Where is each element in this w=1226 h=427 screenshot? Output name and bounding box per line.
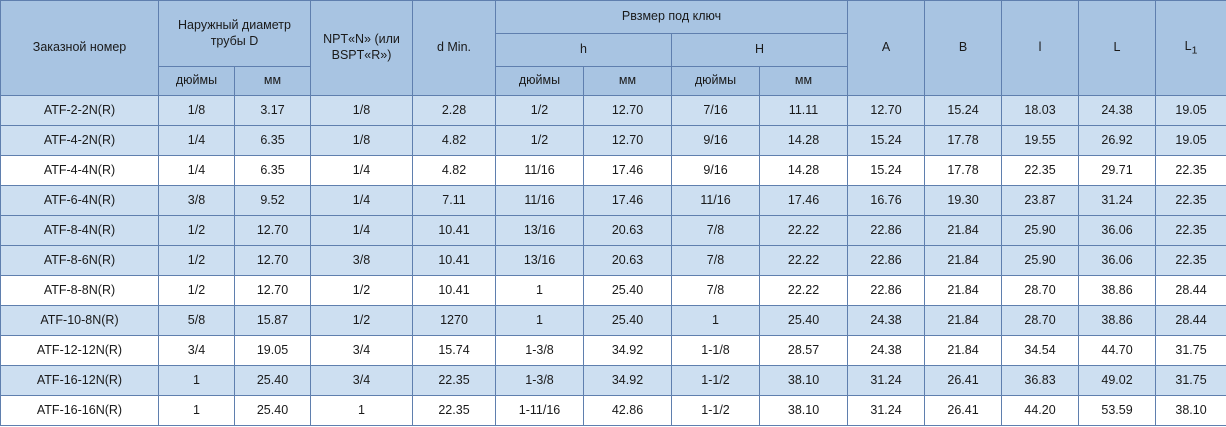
table-row (1, 276, 1226, 306)
cell-od-inches: 5/8 (159, 306, 235, 336)
cell-h-inches: 1 (496, 276, 584, 306)
cell-h-mm: 12.70 (584, 96, 672, 126)
cell-hbig-mm: 22.22 (760, 216, 848, 246)
cell-hbig-inches: 1-1/2 (672, 396, 760, 426)
header-l-small: l (1002, 1, 1079, 96)
header-l1-base: L (1184, 38, 1192, 53)
cell-npt: 1/8 (311, 126, 413, 156)
cell-hbig-mm: 22.22 (760, 276, 848, 306)
cell-l-small: 19.55 (1002, 126, 1079, 156)
cell-hbig-mm: 14.28 (760, 126, 848, 156)
cell-od-inches: 1 (159, 396, 235, 426)
cell-npt: 3/4 (311, 336, 413, 366)
cell-l-small: 23.87 (1002, 186, 1079, 216)
cell-l1: 28.44 (1156, 276, 1226, 306)
cell-order-number: ATF-10-8N(R) (1, 306, 159, 336)
cell-order-number: ATF-4-2N(R) (1, 126, 159, 156)
cell-d-min: 22.35 (413, 396, 496, 426)
cell-hbig-inches: 1-1/2 (672, 366, 760, 396)
cell-b: 21.84 (925, 216, 1002, 246)
cell-l-big: 24.38 (1079, 96, 1156, 126)
cell-od-mm: 12.70 (235, 216, 311, 246)
cell-od-inches: 1/2 (159, 216, 235, 246)
cell-hbig-mm: 25.40 (760, 306, 848, 336)
cell-b: 21.84 (925, 276, 1002, 306)
cell-d-min: 15.74 (413, 336, 496, 366)
cell-h-inches: 1/2 (496, 96, 584, 126)
cell-od-mm: 9.52 (235, 186, 311, 216)
cell-hbig-inches: 9/16 (672, 156, 760, 186)
cell-hbig-inches: 7/8 (672, 216, 760, 246)
header-row-1 (1, 1, 1226, 34)
table-row (1, 336, 1226, 366)
cell-h-inches: 1-3/8 (496, 336, 584, 366)
cell-hbig-mm: 14.28 (760, 156, 848, 186)
cell-hbig-mm: 38.10 (760, 396, 848, 426)
cell-a: 16.76 (848, 186, 925, 216)
cell-hbig-mm: 11.11 (760, 96, 848, 126)
cell-l1: 19.05 (1156, 96, 1226, 126)
cell-b: 26.41 (925, 366, 1002, 396)
header-h-small: h (496, 34, 672, 67)
cell-h-mm: 12.70 (584, 126, 672, 156)
cell-order-number: ATF-12-12N(R) (1, 336, 159, 366)
cell-npt: 1/4 (311, 156, 413, 186)
cell-d-min: 7.11 (413, 186, 496, 216)
table-body (1, 96, 1226, 426)
cell-hbig-mm: 22.22 (760, 246, 848, 276)
header-h-small-inches: дюймы (496, 67, 584, 96)
cell-od-mm: 3.17 (235, 96, 311, 126)
cell-npt: 3/4 (311, 366, 413, 396)
cell-od-inches: 3/4 (159, 336, 235, 366)
cell-l1: 38.10 (1156, 396, 1226, 426)
header-h-big-inches: дюймы (672, 67, 760, 96)
cell-od-mm: 12.70 (235, 276, 311, 306)
cell-h-inches: 11/16 (496, 156, 584, 186)
cell-b: 26.41 (925, 396, 1002, 426)
cell-od-inches: 1/4 (159, 126, 235, 156)
cell-d-min: 1270 (413, 306, 496, 336)
header-wrench-size: Рвзмер под ключ (496, 1, 848, 34)
cell-l-small: 28.70 (1002, 306, 1079, 336)
cell-hbig-inches: 1-1/8 (672, 336, 760, 366)
cell-npt: 1/4 (311, 216, 413, 246)
table-row (1, 126, 1226, 156)
cell-a: 15.24 (848, 126, 925, 156)
cell-l-small: 28.70 (1002, 276, 1079, 306)
cell-l1: 22.35 (1156, 186, 1226, 216)
cell-hbig-mm: 28.57 (760, 336, 848, 366)
cell-npt: 1/2 (311, 276, 413, 306)
cell-l-big: 26.92 (1079, 126, 1156, 156)
cell-l-small: 25.90 (1002, 216, 1079, 246)
cell-h-inches: 11/16 (496, 186, 584, 216)
cell-hbig-inches: 7/16 (672, 96, 760, 126)
table-row (1, 96, 1226, 126)
cell-a: 12.70 (848, 96, 925, 126)
cell-npt: 1/4 (311, 186, 413, 216)
cell-order-number: ATF-8-6N(R) (1, 246, 159, 276)
cell-h-mm: 17.46 (584, 186, 672, 216)
cell-h-mm: 20.63 (584, 216, 672, 246)
cell-hbig-inches: 7/8 (672, 246, 760, 276)
cell-l1: 19.05 (1156, 126, 1226, 156)
cell-hbig-mm: 17.46 (760, 186, 848, 216)
cell-od-inches: 1/8 (159, 96, 235, 126)
cell-l-small: 34.54 (1002, 336, 1079, 366)
cell-a: 31.24 (848, 366, 925, 396)
cell-order-number: ATF-4-4N(R) (1, 156, 159, 186)
cell-h-inches: 13/16 (496, 246, 584, 276)
cell-h-mm: 34.92 (584, 366, 672, 396)
cell-l1: 22.35 (1156, 156, 1226, 186)
cell-od-inches: 1/4 (159, 156, 235, 186)
cell-od-mm: 19.05 (235, 336, 311, 366)
cell-od-mm: 6.35 (235, 156, 311, 186)
header-l-big: L (1079, 1, 1156, 96)
cell-b: 17.78 (925, 126, 1002, 156)
header-d-min: d Min. (413, 1, 496, 96)
cell-a: 22.86 (848, 246, 925, 276)
cell-l-small: 36.83 (1002, 366, 1079, 396)
header-h-big: H (672, 34, 848, 67)
cell-l-small: 22.35 (1002, 156, 1079, 186)
cell-order-number: ATF-6-4N(R) (1, 186, 159, 216)
cell-order-number: ATF-2-2N(R) (1, 96, 159, 126)
table-row (1, 396, 1226, 426)
cell-l-big: 29.71 (1079, 156, 1156, 186)
header-outer-diameter: Наружный диаметр трубы D (159, 1, 311, 67)
cell-od-inches: 1/2 (159, 276, 235, 306)
cell-l1: 28.44 (1156, 306, 1226, 336)
cell-npt: 1 (311, 396, 413, 426)
header-od-inches: дюймы (159, 67, 235, 96)
cell-h-inches: 1 (496, 306, 584, 336)
cell-l1: 22.35 (1156, 246, 1226, 276)
cell-l-big: 36.06 (1079, 216, 1156, 246)
cell-b: 15.24 (925, 96, 1002, 126)
table-row (1, 306, 1226, 336)
cell-a: 31.24 (848, 396, 925, 426)
cell-h-inches: 1/2 (496, 126, 584, 156)
cell-h-mm: 34.92 (584, 336, 672, 366)
header-a: A (848, 1, 925, 96)
cell-h-mm: 17.46 (584, 156, 672, 186)
cell-order-number: ATF-8-8N(R) (1, 276, 159, 306)
cell-od-mm: 12.70 (235, 246, 311, 276)
cell-h-inches: 1-3/8 (496, 366, 584, 396)
table-row (1, 366, 1226, 396)
header-b: B (925, 1, 1002, 96)
cell-l1: 31.75 (1156, 366, 1226, 396)
header-od-mm: мм (235, 67, 311, 96)
cell-d-min: 10.41 (413, 216, 496, 246)
table-row (1, 156, 1226, 186)
cell-order-number: ATF-16-16N(R) (1, 396, 159, 426)
cell-d-min: 10.41 (413, 246, 496, 276)
table-row (1, 246, 1226, 276)
cell-h-mm: 25.40 (584, 306, 672, 336)
cell-od-mm: 25.40 (235, 396, 311, 426)
cell-l-big: 38.86 (1079, 306, 1156, 336)
cell-npt: 3/8 (311, 246, 413, 276)
header-npt: NPT«N» (или BSPT«R») (311, 1, 413, 96)
header-h-big-mm: мм (760, 67, 848, 96)
cell-order-number: ATF-16-12N(R) (1, 366, 159, 396)
cell-d-min: 4.82 (413, 156, 496, 186)
cell-b: 19.30 (925, 186, 1002, 216)
cell-l-small: 25.90 (1002, 246, 1079, 276)
table-row (1, 186, 1226, 216)
cell-order-number: ATF-8-4N(R) (1, 216, 159, 246)
cell-l-big: 44.70 (1079, 336, 1156, 366)
cell-a: 15.24 (848, 156, 925, 186)
cell-h-mm: 25.40 (584, 276, 672, 306)
cell-hbig-inches: 1 (672, 306, 760, 336)
cell-l1: 31.75 (1156, 336, 1226, 366)
cell-a: 24.38 (848, 336, 925, 366)
cell-l-big: 49.02 (1079, 366, 1156, 396)
cell-l1: 22.35 (1156, 216, 1226, 246)
cell-l-big: 36.06 (1079, 246, 1156, 276)
cell-h-mm: 42.86 (584, 396, 672, 426)
header-h-small-mm: мм (584, 67, 672, 96)
cell-d-min: 4.82 (413, 126, 496, 156)
table-header (1, 1, 1226, 96)
cell-d-min: 22.35 (413, 366, 496, 396)
cell-od-mm: 25.40 (235, 366, 311, 396)
table-row (1, 216, 1226, 246)
header-order-number: Заказной номер (1, 1, 159, 96)
cell-b: 21.84 (925, 336, 1002, 366)
cell-b: 17.78 (925, 156, 1002, 186)
cell-a: 22.86 (848, 276, 925, 306)
cell-h-inches: 1-11/16 (496, 396, 584, 426)
cell-l-big: 38.86 (1079, 276, 1156, 306)
cell-od-inches: 1/2 (159, 246, 235, 276)
cell-od-inches: 1 (159, 366, 235, 396)
cell-npt: 1/8 (311, 96, 413, 126)
cell-l-small: 18.03 (1002, 96, 1079, 126)
header-l1-subscript: 1 (1191, 45, 1198, 57)
cell-b: 21.84 (925, 246, 1002, 276)
cell-h-inches: 13/16 (496, 216, 584, 246)
cell-a: 24.38 (848, 306, 925, 336)
cell-npt: 1/2 (311, 306, 413, 336)
cell-od-inches: 3/8 (159, 186, 235, 216)
cell-od-mm: 15.87 (235, 306, 311, 336)
header-l1 (1156, 1, 1226, 96)
cell-od-mm: 6.35 (235, 126, 311, 156)
cell-hbig-inches: 7/8 (672, 276, 760, 306)
cell-b: 21.84 (925, 306, 1002, 336)
cell-l-big: 31.24 (1079, 186, 1156, 216)
cell-l-big: 53.59 (1079, 396, 1156, 426)
cell-h-mm: 20.63 (584, 246, 672, 276)
cell-hbig-mm: 38.10 (760, 366, 848, 396)
cell-a: 22.86 (848, 216, 925, 246)
cell-hbig-inches: 9/16 (672, 126, 760, 156)
cell-d-min: 10.41 (413, 276, 496, 306)
cell-d-min: 2.28 (413, 96, 496, 126)
cell-l-small: 44.20 (1002, 396, 1079, 426)
cell-hbig-inches: 11/16 (672, 186, 760, 216)
